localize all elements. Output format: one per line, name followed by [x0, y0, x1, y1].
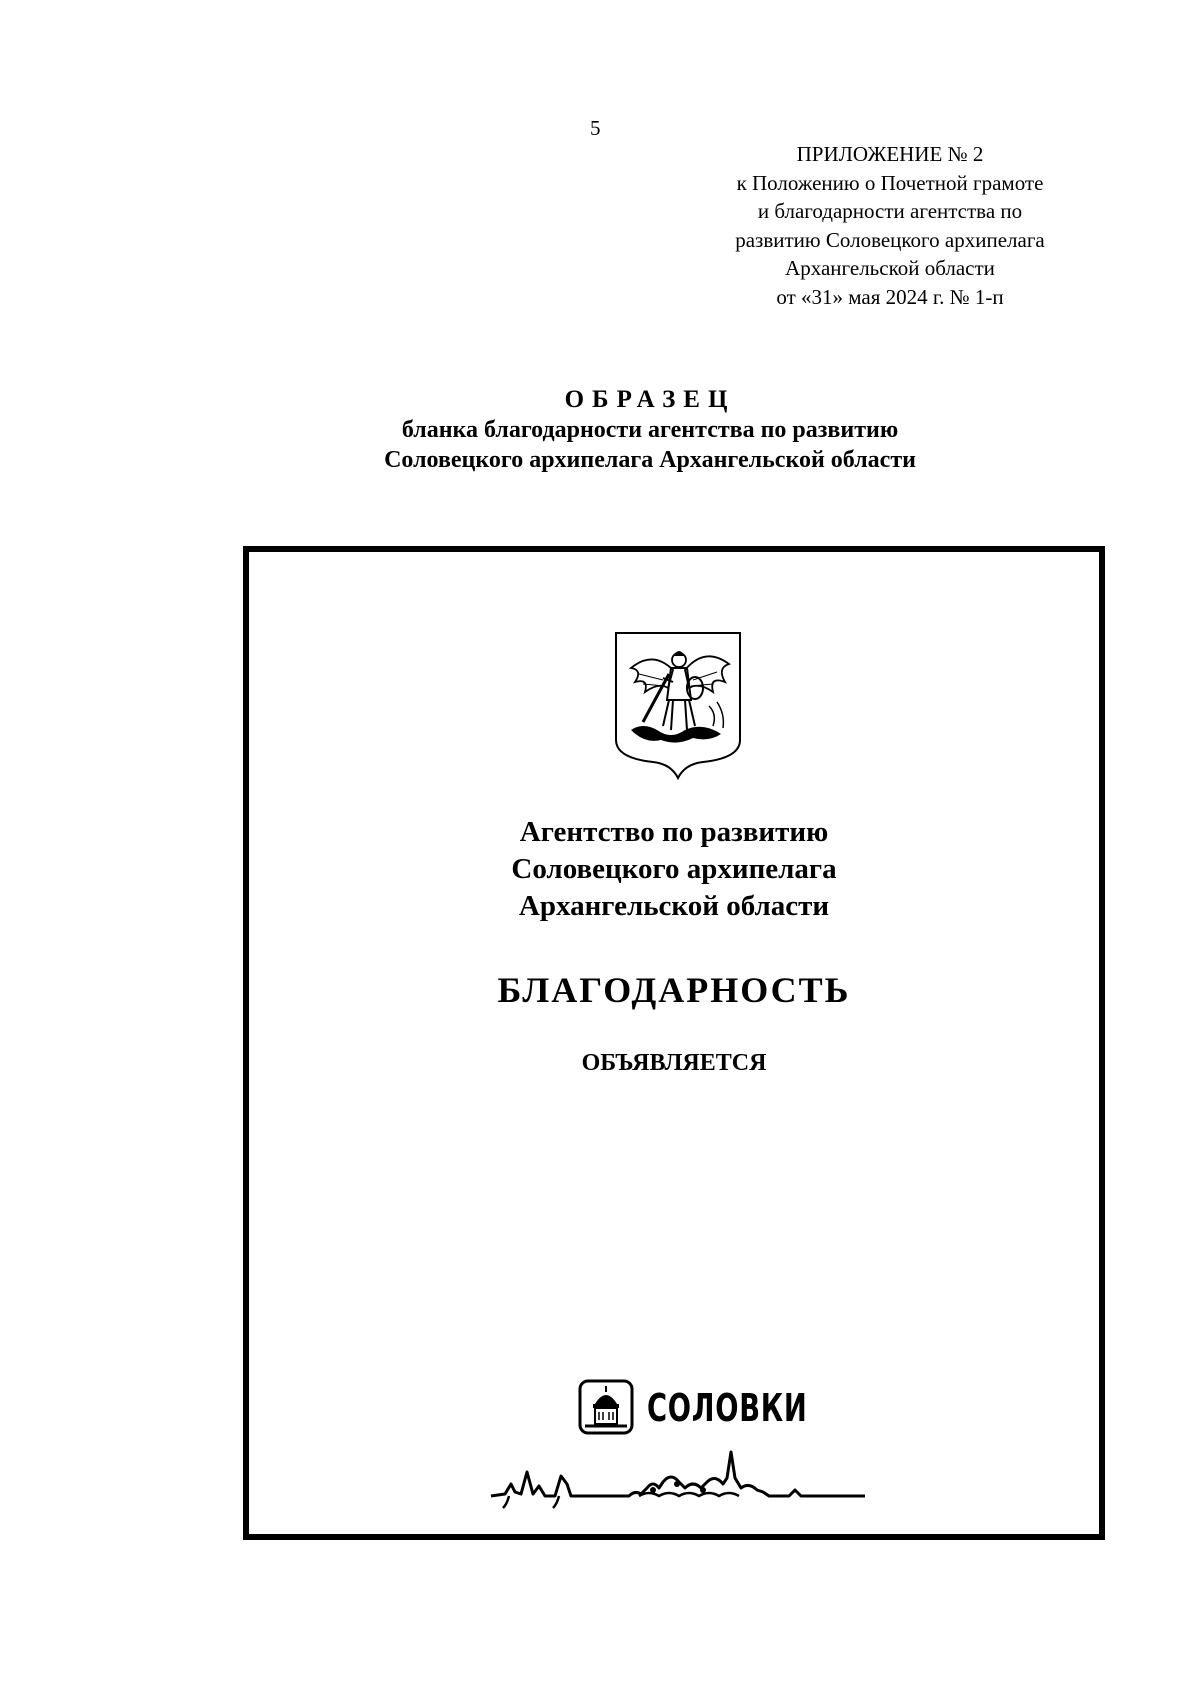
solovki-monastery-icon: [577, 1378, 635, 1436]
sample-subtitle-line: бланка благодарности агентства по развитию: [401, 417, 899, 443]
sample-heading-block: [250, 385, 1050, 475]
solovki-wordmark: СОЛОВКИ: [647, 1386, 808, 1430]
appendix-line: ПРИЛОЖЕНИЕ № 2: [796, 142, 984, 166]
appendix-line: от «31» мая 2024 г. № 1-п: [776, 284, 1004, 309]
gratitude-heading: БЛАГОДАРНОСТЬ: [497, 970, 851, 1010]
appendix-block: [700, 140, 1080, 311]
archangel-coat-of-arms-icon: [613, 630, 743, 780]
appendix-line: и благодарности агентства по: [757, 199, 1023, 223]
page-number: 5: [590, 116, 601, 140]
announced-subheading: ОБЪЯВЛЯЕТСЯ: [581, 1050, 767, 1076]
appendix-line: развитию Соловецкого архипелага: [735, 227, 1045, 252]
agency-name-line: Соловецкого архипелага: [511, 853, 837, 885]
agency-name-line: Архангельской области: [518, 890, 830, 922]
agency-name: [249, 814, 1099, 925]
agency-name-line: Агентство по развитию: [519, 816, 829, 848]
appendix-line: к Положению о Почетной грамоте: [736, 170, 1044, 195]
sample-subtitle-line: Соловецкого архипелага Архангельской области: [384, 447, 916, 473]
gratitude-form-frame: [243, 546, 1105, 1540]
appendix-line: Архангельской области: [785, 256, 995, 280]
sample-title: ОБРАЗЕЦ: [564, 386, 736, 413]
monastery-skyline-icon: [489, 1432, 869, 1512]
solovki-logo: [577, 1378, 808, 1438]
